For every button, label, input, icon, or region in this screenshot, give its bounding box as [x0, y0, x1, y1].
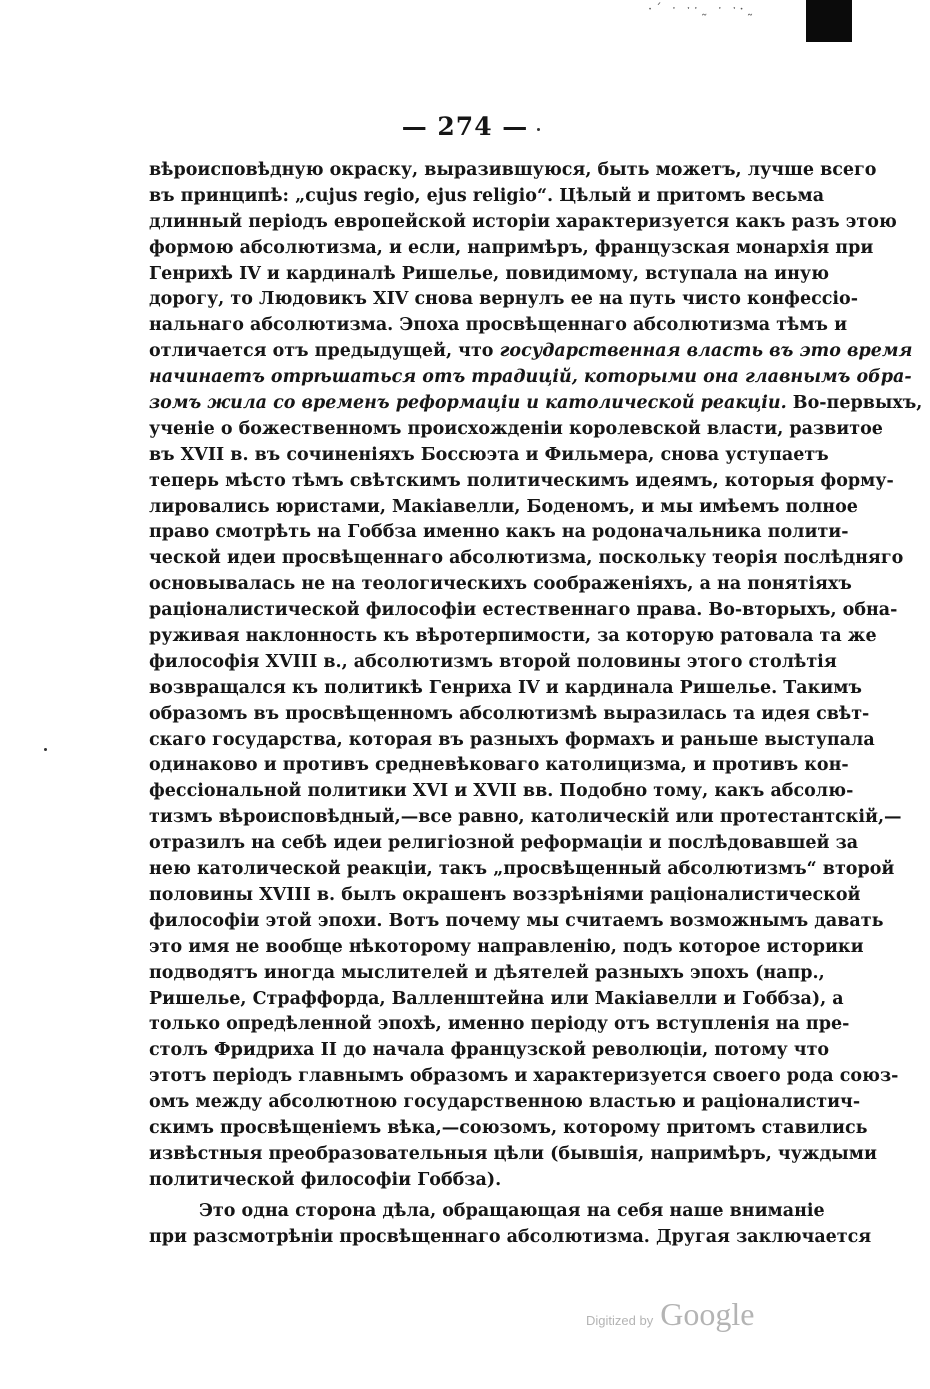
text-line: длинный періодъ европейской исторіи характеризуется какъ разъ этою — [149, 211, 897, 232]
text-line: половины XVIII в. былъ окрашенъ воззрѣніями раціоналистической — [149, 884, 861, 905]
text-line: извѣстныя преобразовательныя цѣли (бывшія, напримѣръ, чуждыми — [149, 1143, 877, 1164]
italic-text: государственная власть въ это время — [499, 341, 913, 362]
text-line: ческой идеи просвѣщеннаго абсолютизма, поскольку теорія послѣдняго — [149, 548, 904, 569]
text-line: возвращался къ политикѣ Генриха IV и кардинала Ришелье. Такимъ — [149, 677, 862, 698]
google-logo: Google — [660, 1296, 755, 1332]
text-line: это имя не вообще нѣкоторому направленію, подъ которое историки — [149, 936, 864, 957]
margin-speck — [537, 128, 540, 131]
text-line: отразилъ на себѣ идеи религіозной реформаціи и послѣдовавшей за — [149, 833, 859, 854]
text-line: одинаково и противъ средневѣковаго католицизма, и противъ кон- — [149, 755, 849, 776]
plain-text: Во-первыхъ, — [786, 393, 923, 414]
text-line: подводятъ иногда мыслителей и дѣятелей разныхъ эпохъ (напр., — [149, 962, 825, 983]
text-line: этотъ періодъ главнымъ образомъ и характеризуется своего рода союз- — [149, 1066, 899, 1087]
text-line: скимъ просвѣщеніемъ вѣка,—союзомъ, которому притомъ ставились — [149, 1117, 868, 1138]
italic-text: начинаетъ отрѣшаться отъ традицій, которыми она главнымъ обра- — [149, 367, 912, 388]
scan-noise-marks: ·ˊ ˑ ˑˑ˷ ˑ ˑ·˷ — [648, 2, 757, 17]
paragraph-2 — [149, 1199, 872, 1251]
text-line: основывалась не на теологическихъ соображеніяхъ, а на понятіяхъ — [149, 574, 852, 595]
text-line: образомъ въ просвѣщенномъ абсолютизмѣ выразилась та идея свѣт- — [149, 703, 870, 724]
page-number: — 274 — — [401, 112, 529, 141]
text-line — [149, 391, 923, 417]
text-line: лировались юристами, Макіавелли, Боденомъ, и мы имѣемъ полное — [149, 496, 858, 517]
text-line: формою абсолютизма, и если, напримѣръ, французская монархія при — [149, 237, 874, 258]
google-watermark — [586, 1296, 755, 1333]
text-line: нею католической реакціи, такъ „просвѣщенный абсолютизмъ“ второй — [149, 859, 895, 880]
scan-edge-mark — [806, 0, 852, 42]
text-line: фессіональной политики XVI и XVII вв. Подобно тому, какъ абсолю- — [149, 781, 854, 802]
text-line: вѣроисповѣдную окраску, выразившуюся, быть можетъ, лучше всего — [149, 160, 877, 180]
text-line: раціоналистической философіи естественнаго права. Во-вторыхъ, обна- — [149, 600, 898, 621]
paragraph-1 — [149, 158, 923, 1194]
text-line: право смотрѣть на Гоббза именно какъ на родоначальника полити- — [149, 522, 849, 543]
text-line: философія XVIII в., абсолютизмъ второй половины этого столѣтія — [149, 651, 837, 672]
watermark-prefix: Digitized by — [586, 1313, 654, 1328]
body-text — [149, 158, 923, 1250]
text-line: омъ между абсолютною государственною властью и раціоналистич- — [149, 1092, 861, 1113]
text-line — [149, 365, 912, 391]
text-line: тизмъ вѣроисповѣдный,—все равно, католическій или протестантскій,— — [149, 807, 902, 828]
text-line: въ XVII в. въ сочиненіяхъ Боссюэта и Фильмера, снова уступаетъ — [149, 444, 829, 465]
text-line: политической философіи Гоббза). — [149, 1169, 502, 1190]
text-line: Генрихѣ IV и кардиналѣ Ришелье, повидимому, вступала на иную — [149, 263, 830, 284]
text-line: философіи этой эпохи. Вотъ почему мы считаемъ возможнымъ давать — [149, 910, 884, 931]
text-line: руживая наклонность къ вѣротерпимости, за которую ратовала та же — [149, 626, 877, 647]
text-line: только опредѣленной эпохѣ, именно періоду отъ вступленія на пре- — [149, 1014, 850, 1035]
text-line: въ принципѣ: „cujus regio, ejus religio“. Цѣлый и притомъ весьма — [149, 185, 825, 206]
text-line: теперь мѣсто тѣмъ свѣтскимъ политическимъ идеямъ, которыя форму- — [149, 470, 894, 491]
text-line — [149, 339, 913, 365]
margin-speck — [44, 748, 47, 751]
text-line: нальнаго абсолютизма. Эпоха просвѣщеннаго абсолютизма тѣмъ и — [149, 315, 848, 336]
plain-text: отличается отъ предыдущей, что — [149, 341, 500, 362]
italic-text: зомъ жила со временъ реформаціи и католической реакціи. — [149, 393, 787, 414]
text-line: дорогу, то Людовикъ XIV снова вернулъ ее на путь чисто конфессіо- — [149, 289, 858, 310]
text-line: скаго государства, которая въ разныхъ формахъ и раньше выступала — [149, 729, 875, 750]
text-line: Это одна сторона дѣла, обращающая на себя наше вниманіе — [199, 1200, 825, 1221]
text-line: столъ Фридриха II до начала французской революціи, потому что — [149, 1040, 830, 1061]
text-line: ученіе о божественномъ происхожденіи королевской власти, развитое — [149, 418, 883, 439]
text-line: Ришелье, Страффорда, Валленштейна или Макіавелли и Гоббза), а — [149, 988, 844, 1009]
text-line: при разсмотрѣніи просвѣщеннаго абсолютизма. Другая заключается — [149, 1226, 872, 1247]
